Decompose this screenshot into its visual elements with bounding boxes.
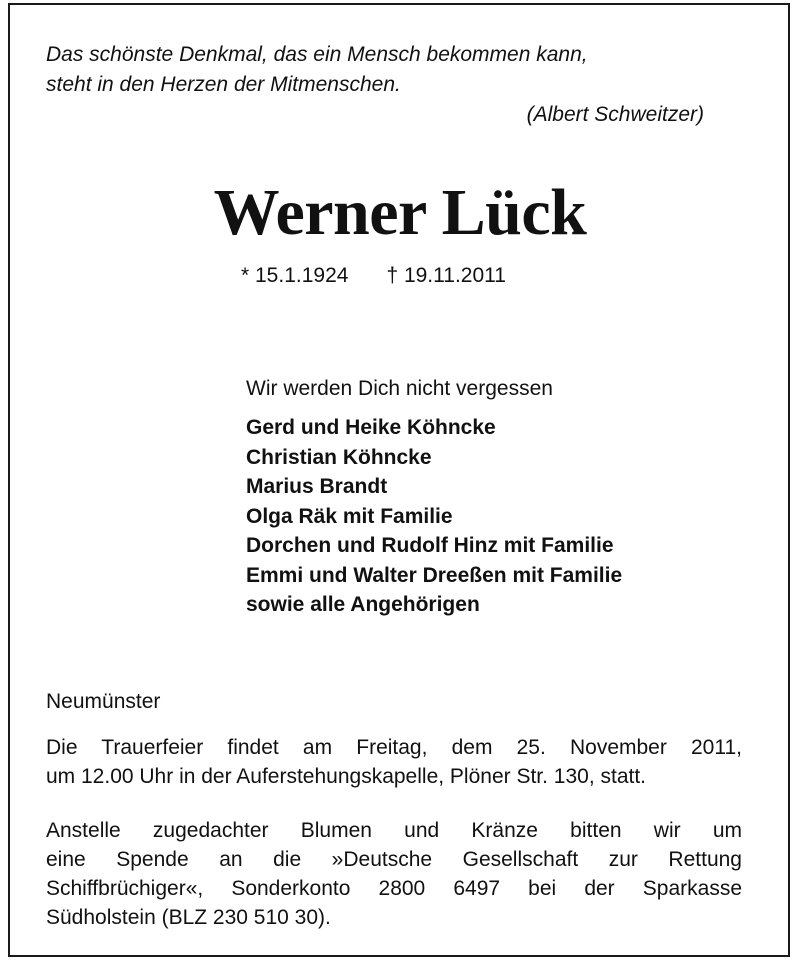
quote-author: (Albert Schweitzer)	[526, 103, 704, 126]
quote-line: Das schönste Denkmal, das ein Mensch bekommen kann,	[46, 43, 588, 66]
mourner-name: Marius Brandt	[246, 475, 388, 498]
donation-line: Schiffbrüchiger«, Sonderkonto 2800 6497 bei der Sparkasse	[46, 877, 742, 900]
mourners-intro: Wir werden Dich nicht vergessen	[246, 377, 553, 400]
birth-date: * 15.1.1924	[241, 264, 349, 287]
mourners-list	[246, 413, 622, 620]
funeral-line: um 12.00 Uhr in der Auferstehungskapelle, Plöner Str. 130, statt.	[46, 765, 647, 788]
mourner-name: Emmi und Walter Dreeßen mit Familie	[246, 563, 623, 587]
donation-notice	[46, 816, 742, 932]
mourner-name: Christian Köhncke	[246, 445, 432, 469]
mourners-block	[246, 375, 622, 620]
donation-line: Anstelle zugedachter Blumen und Kränze bitten wir um	[46, 819, 742, 842]
life-dates	[241, 264, 506, 288]
mourner-name: sowie alle Angehörigen	[246, 593, 480, 616]
funeral-line: Die Trauerfeier findet am Freitag, dem 25. November 2011,	[46, 736, 742, 759]
mourner-name: Dorchen und Rudolf Hinz mit Familie	[246, 534, 614, 557]
donation-line: eine Spende an die »Deutsche Gesellschaft zur Rettung	[46, 848, 742, 871]
mourner-name: Gerd und Heike Köhncke	[246, 416, 496, 439]
donation-line: Südholstein (BLZ 230 510 30).	[46, 906, 331, 929]
epigraph-quote	[46, 40, 706, 130]
mourner-name: Olga Räk mit Familie	[246, 504, 453, 528]
funeral-notice	[46, 733, 742, 791]
place-name: Neumünster	[46, 690, 161, 713]
death-date: † 19.11.2011	[386, 264, 506, 287]
quote-line: steht in den Herzen der Mitmenschen.	[46, 73, 401, 96]
deceased-name: Werner Lück	[213, 176, 587, 249]
